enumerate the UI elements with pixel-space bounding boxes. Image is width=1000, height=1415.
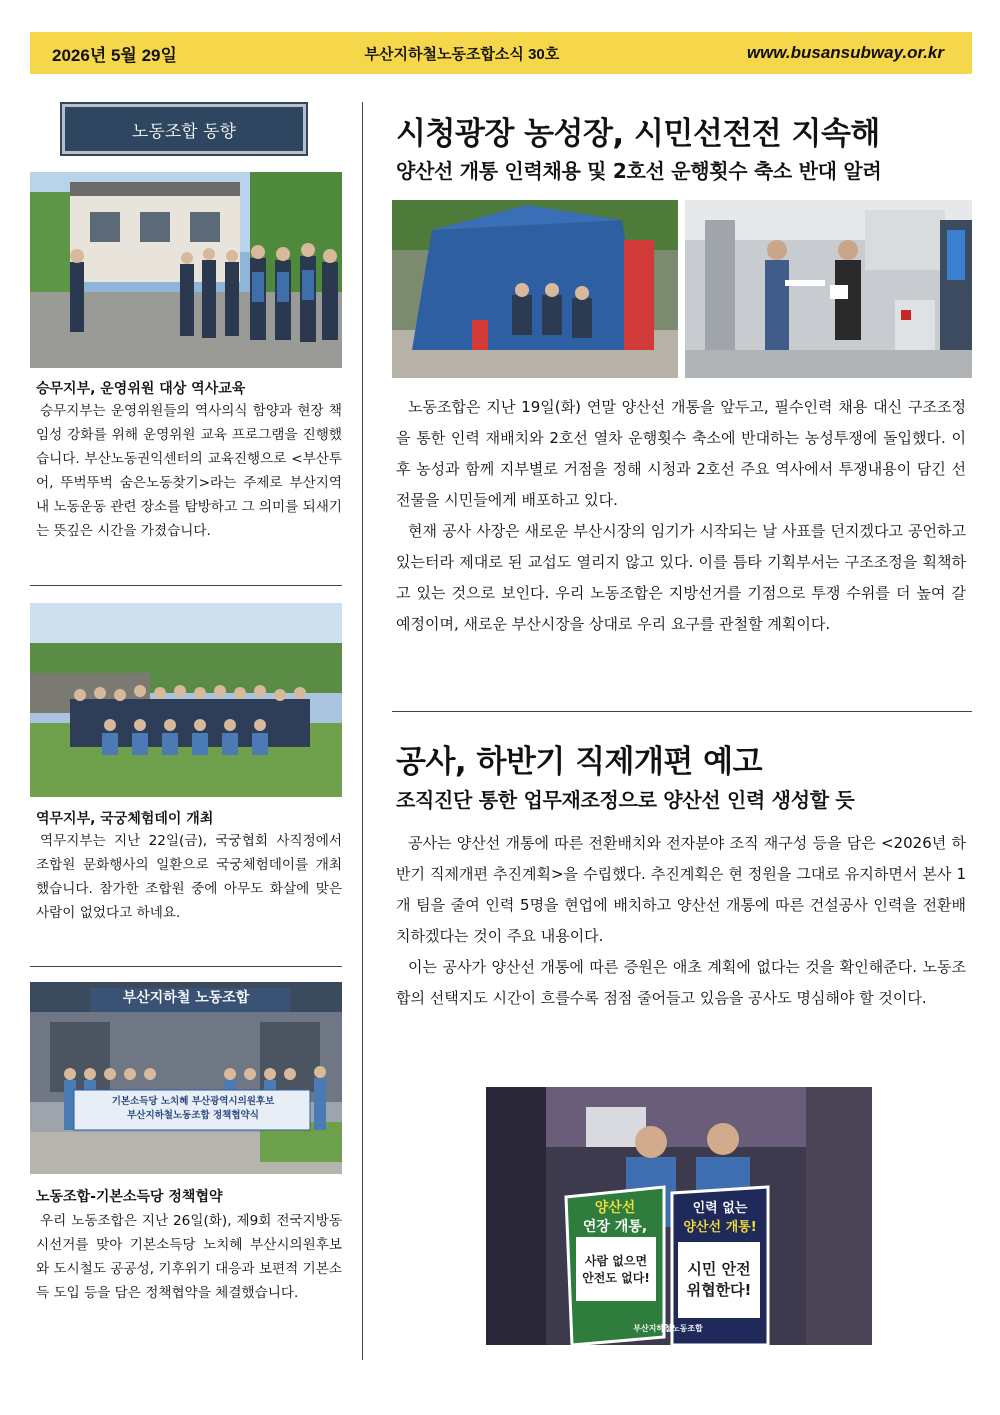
sign-left-top — [568, 1199, 662, 1237]
sign-footer: 부산지하철노동조합 — [633, 1324, 703, 1333]
left-divider-2 — [30, 966, 342, 967]
item3-body: 우리 노동조합은 지난 26일(화), 제9회 전국지방동시선거를 맞아 기본소득당 노치혜 부산시의원후보와 도시철도 공공성, 기후위기 대응과 보편적 기본소득 도입 등을 담은 정책협약을 체결했습니다. — [36, 1213, 343, 1301]
article1-paragraph-2: 현재 공사 사장은 새로운 부산시장의 임기가 시작되는 날 사표를 던지겠다고 공언하고 있는터라 제대로 된 교섭도 열리지 않고 있다. 이를 틈타 기획부서는 구조조정을 획책하고 있는 것으로 보인다. 우리 노동조합은 지방선거를 기점으로 투쟁 수위를 더 높여 갈 예정이며, 새로운 부산시장을 상대로 우리 요구를 관철할 계획이다. — [396, 522, 966, 633]
sign-right-top — [674, 1199, 766, 1237]
item2-title: 역무지부, 국궁체험데이 개최 — [36, 811, 214, 827]
article1-headline: 시청광장 농성장, 시민선전전 지속해 — [396, 116, 880, 152]
sign-left-line-2: 연장 개통, — [582, 1219, 648, 1235]
photo-policy-agreement — [30, 982, 342, 1174]
article2-paragraph-1: 공사는 양산선 개통에 따른 전환배치와 전자분야 조직 재구성 등을 담은 <2026년 하반기 직제개편 추진계획>을 수립했다. 추진계획은 현 정원을 그대로 유지하면서 본사 1개 팀을 줄여 인력 5명을 현업에 배치하고 양산선 개통에 따른 건설공사 인력을 전환배치하겠다는 것이 주요 내용이다. — [396, 834, 966, 945]
article1-body — [396, 392, 966, 640]
sign-right-line-3: 시민 안전 — [687, 1260, 751, 1278]
article2-paragraph-2: 이는 공사가 양산선 개통에 따른 증원은 애초 계획에 없다는 것을 확인해준다. 노동조합의 선택지도 시간이 흐를수록 점점 줄어들고 있음을 공사도 명심해야 할 것이다. — [396, 958, 966, 1007]
sign-right-line-1: 인력 없는 — [692, 1201, 748, 1216]
sign-left-bottom — [574, 1253, 658, 1287]
section-tag: 노동조합 동향 — [62, 104, 306, 154]
newsletter-issue: 부산지하철노동조합소식 30호 — [364, 45, 560, 63]
article2-body — [396, 828, 966, 1014]
page-header — [30, 32, 972, 74]
website-link[interactable]: www.busansubway.or.kr — [746, 43, 944, 62]
item1-body: 승무지부는 운영위원들의 역사의식 함양과 현장 책임성 강화를 위해 운영위원 교육 프로그램을 진행했습니다. 부산노동권익센터의 교육진행으로 <부산투어, 뚜벅뚜벅 숨은노동찾기>라는 주제로 부산지역 내 노동운동 관련 장소를 탐방하고 그 의미를 되새기는 뜻깊은 시간을 가졌습니다. — [36, 403, 343, 539]
photo-archery-day — [30, 603, 342, 797]
article1-subhead: 양산선 개통 인력채용 및 2호선 운행횟수 축소 반대 알려 — [396, 159, 882, 183]
issue-date: 2026년 5월 29일 — [52, 45, 177, 65]
item3-title: 노동조합-기본소득당 정책협약 — [36, 1189, 223, 1205]
photo-banner-line-2: 부산지하철노동조합 정책협약식 — [127, 1110, 259, 1121]
sign-left-line-3: 사람 없으면 — [584, 1254, 648, 1268]
photo-sit-in-tent — [392, 200, 678, 378]
sign-right-line-4: 위협한다! — [686, 1281, 752, 1299]
article1-paragraph-1: 노동조합은 지난 19일(화) 연말 양산선 개통을 앞두고, 필수인력 채용 대신 구조조정을 통한 인력 재배치와 2호선 열차 운행횟수 축소에 반대하는 농성투쟁에 돌입했다. 이후 농성과 함께 지부별로 거점을 정해 시청과 2호선 주요 역사에서 투쟁내용이 담긴 선전물을 시민들에게 배포하고 있다. — [396, 398, 966, 509]
item1-title: 승무지부, 운영위원 대상 역사교육 — [36, 381, 246, 397]
photo-union-sign: 부산지하철 노동조합 — [122, 990, 250, 1006]
sign-right-bottom — [678, 1259, 760, 1301]
photo-banner — [80, 1095, 306, 1123]
photo-picket-protest — [486, 1087, 872, 1345]
sign-left-line-4: 안전도 없다! — [582, 1271, 650, 1285]
photo-banner-line-1: 기본소득당 노치혜 부산광역시의원후보 — [111, 1096, 275, 1107]
photo-history-education — [30, 172, 342, 368]
article2-headline: 공사, 하반기 직제개편 예고 — [396, 744, 763, 780]
sign-right-line-2: 양산선 개통! — [683, 1220, 757, 1235]
column-divider — [362, 102, 363, 1360]
right-divider — [392, 711, 972, 712]
sign-left-line-1: 양산선 — [594, 1200, 636, 1216]
left-divider-1 — [30, 585, 342, 586]
article2-subhead: 조직진단 통한 업무재조정으로 양산선 인력 생성할 듯 — [396, 788, 855, 812]
photo-station-leafleting — [685, 200, 972, 378]
item2-body: 역무지부는 지난 22일(금), 국궁협회 사직정에서 조합원 문화행사의 일환으로 국궁체험데이를 개최했습니다. 참가한 조합원 중에 아무도 화살에 맞은 사람이 없었다고 하네요. — [36, 833, 342, 921]
